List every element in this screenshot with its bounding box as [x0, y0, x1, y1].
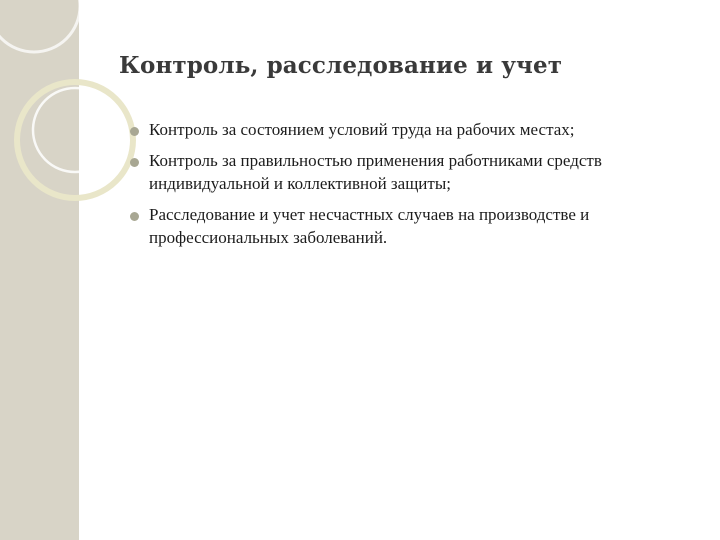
bullet-item [130, 118, 695, 141]
bullet-list [130, 118, 695, 257]
side-panel [0, 0, 79, 540]
bullet-item [130, 149, 695, 195]
bullet-text: Контроль за правильностью применения работниками средств индивидуальной и коллективной защиты; [149, 151, 602, 193]
bullet-icon [130, 158, 139, 167]
slide-title: Контроль, расследование и учет [119, 52, 563, 79]
bullet-item [130, 203, 695, 249]
bullet-text: Контроль за состоянием условий труда на рабочих местах; [149, 120, 575, 139]
bullet-icon [130, 127, 139, 136]
bullet-icon [130, 212, 139, 221]
bullet-text: Расследование и учет несчастных случаев на производстве и профессиональных заболеваний. [149, 205, 590, 247]
